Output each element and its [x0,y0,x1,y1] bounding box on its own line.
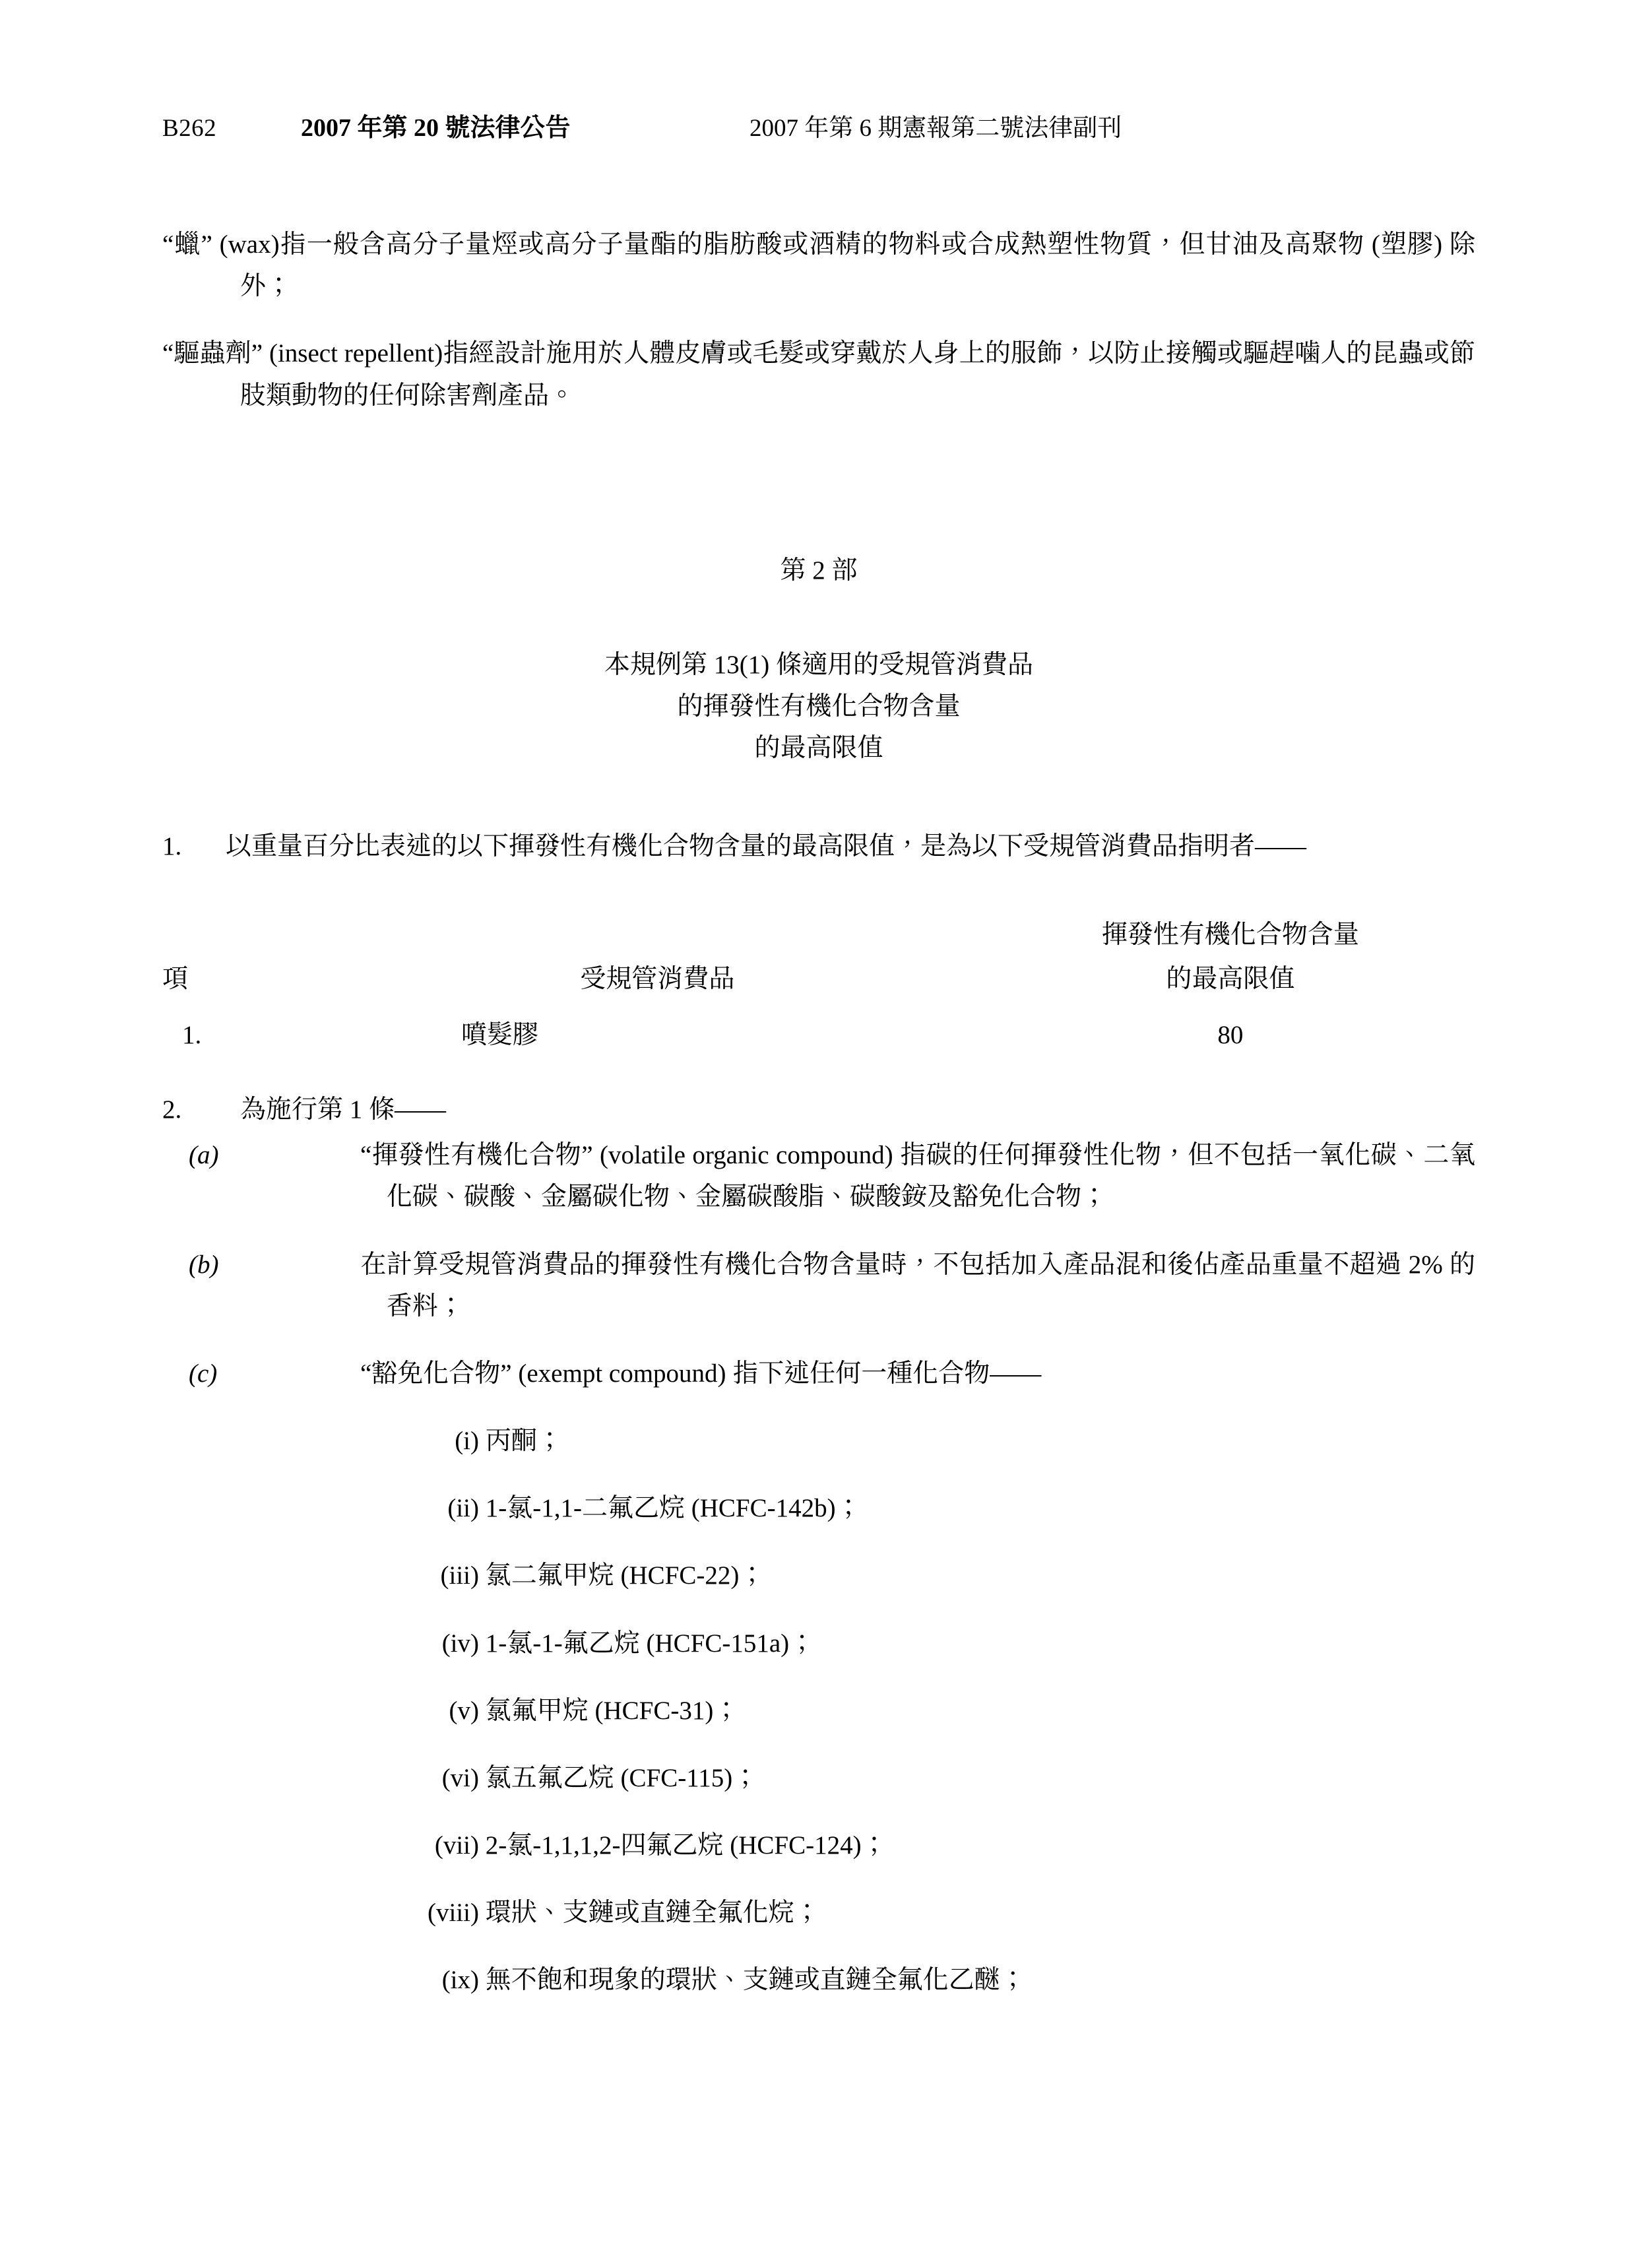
exempt-compound-item [162,1892,1475,1933]
voc-limit-table [162,914,1475,1056]
subparagraph-a-text: “揮發性有機化合物” (volatile organic compound) 指碳的任何揮發性化物，但不包括一氧化碳、二氧化碳、碳酸、金屬碳化物、金屬碳酸脂、碳酸銨及豁免化合物； [360,1141,1475,1212]
definition-insect-repellent [162,333,1475,416]
exempt-compound-text: 氯二氟甲烷 (HCFC-22)； [485,1561,765,1590]
subparagraph-b-text: 在計算受規管消費品的揮發性有機化合物含量時，不包括加入產品混和後佔產品重量不超過 2% 的香料； [360,1250,1475,1320]
table-header-blank [162,914,329,958]
exempt-compound-label: (v) [449,1696,479,1725]
exempt-compound-text: 無不飽和現象的環狀、支鏈或直鏈全氟化乙醚； [485,1966,1026,1995]
table-row [162,1000,1475,1056]
table-cell-limit: 80 [1217,1020,1244,1049]
exempt-compound-label: (i) [455,1427,479,1456]
exempt-compound-text: 1-氯-1,1-二氟乙烷 (HCFC-142b)； [485,1494,862,1523]
legal-notice-reference: 2007 年第 20 號法律公告 [301,114,571,142]
exempt-compound-text: 丙酮； [485,1427,563,1456]
exempt-compound-item [162,1825,1475,1866]
exempt-compound-label: (iv) [441,1629,479,1658]
part-heading [162,644,1475,769]
exempt-compound-item [162,1959,1475,2001]
table-header-item: 項 [162,964,189,993]
page-number: B262 [162,115,217,142]
table-header-row [162,958,1475,1000]
clause-2-subparagraph-c [162,1353,1475,1394]
exempt-compound-label: (vii) [434,1831,479,1860]
clause-1-number: 1. [162,832,182,861]
exempt-compound-text: 環狀、支鏈或直鏈全氟化烷； [485,1898,820,1928]
exempt-compound-text: 1-氯-1-氟乙烷 (HCFC-151a)； [485,1629,815,1658]
clause-2-number: 2. [162,1095,182,1124]
exempt-compound-text: 2-氯-1,1,1,2-四氟乙烷 (HCFC-124)； [485,1831,887,1860]
exempt-compound-list [162,1420,1475,2001]
exempt-compound-text: 氯氟甲烷 (HCFC-31)； [485,1696,740,1725]
clause-2 [162,1089,1475,1130]
section-spacer [162,420,1475,550]
table-header-upper-row [162,914,1475,958]
definitions-block [162,224,1475,416]
exempt-compound-label: (viii) [428,1898,479,1928]
part-title: 第 2 部 [780,556,858,585]
definition-wax [162,224,1475,307]
subparagraph-c-label: (c) [189,1359,218,1388]
exempt-compound-label: (iii) [440,1561,479,1590]
exempt-compound-item [162,1757,1475,1799]
subparagraph-b-label: (b) [189,1250,219,1279]
exempt-compound-label: (ii) [447,1494,479,1523]
definition-wax-text: 指一般含高分子量烴或高分子量酯的脂肪酸或酒精的物料或合成熱塑性物質，但甘油及高聚物 (塑膠) 除外； [240,230,1475,301]
exempt-compound-item [162,1420,1475,1462]
exempt-compound-item [162,1690,1475,1732]
definition-insect-repellent-text: 指經設計施用於人體皮膚或毛髮或穿戴於人身上的服飾，以防止接觸或驅趕噛人的昆蟲或節肢類動物的任何除害劑產品。 [240,339,1475,410]
exempt-compound-item [162,1623,1475,1664]
page-header [162,113,1475,144]
clause-1-text: 以重量百分比表述的以下揮發性有機化合物含量的最高限值，是為以下受規管消費品指明者—— [226,832,1307,861]
clause-1 [162,826,1475,867]
subparagraph-c-text: “豁免化合物” (exempt compound) 指下述任何一種化合物—— [360,1359,1042,1388]
exempt-compound-label: (vi) [441,1763,479,1792]
table-header-limit-line-1: 揮發性有機化合物含量 [1101,920,1359,949]
page-content [162,198,1475,2027]
table-header-product: 受規管消費品 [580,964,735,993]
clause-2-subparagraph-b [162,1244,1475,1327]
table-header-blank-2 [329,914,986,958]
clause-2-text: 為施行第 1 條—— [240,1095,447,1124]
definition-wax-term: “蠟” (wax) [162,230,280,259]
exempt-compound-item [162,1555,1475,1596]
part-heading-line-1: 本規例第 13(1) 條適用的受規管消費品 [604,650,1033,679]
part-heading-line-3: 的最高限值 [754,734,883,763]
clause-2-subparagraph-a [162,1134,1475,1217]
subparagraph-a-label: (a) [189,1141,219,1170]
table-cell-item: 1. [182,1020,202,1049]
gazette-reference: 2007 年第 6 期憲報第二號法律副刊 [750,115,1122,142]
exempt-compound-item [162,1487,1475,1529]
table-cell-product: 噴髮膠 [461,1020,539,1049]
exempt-compound-text: 氯五氟乙烷 (CFC-115)； [485,1763,759,1792]
table-header-limit-line-2: 的最高限值 [1166,964,1295,993]
exempt-compound-label: (ix) [441,1966,479,1995]
definition-insect-repellent-term: “驅蟲劑” (insect repellent) [162,339,443,368]
part-heading-line-2: 的揮發性有機化合物含量 [677,692,961,721]
